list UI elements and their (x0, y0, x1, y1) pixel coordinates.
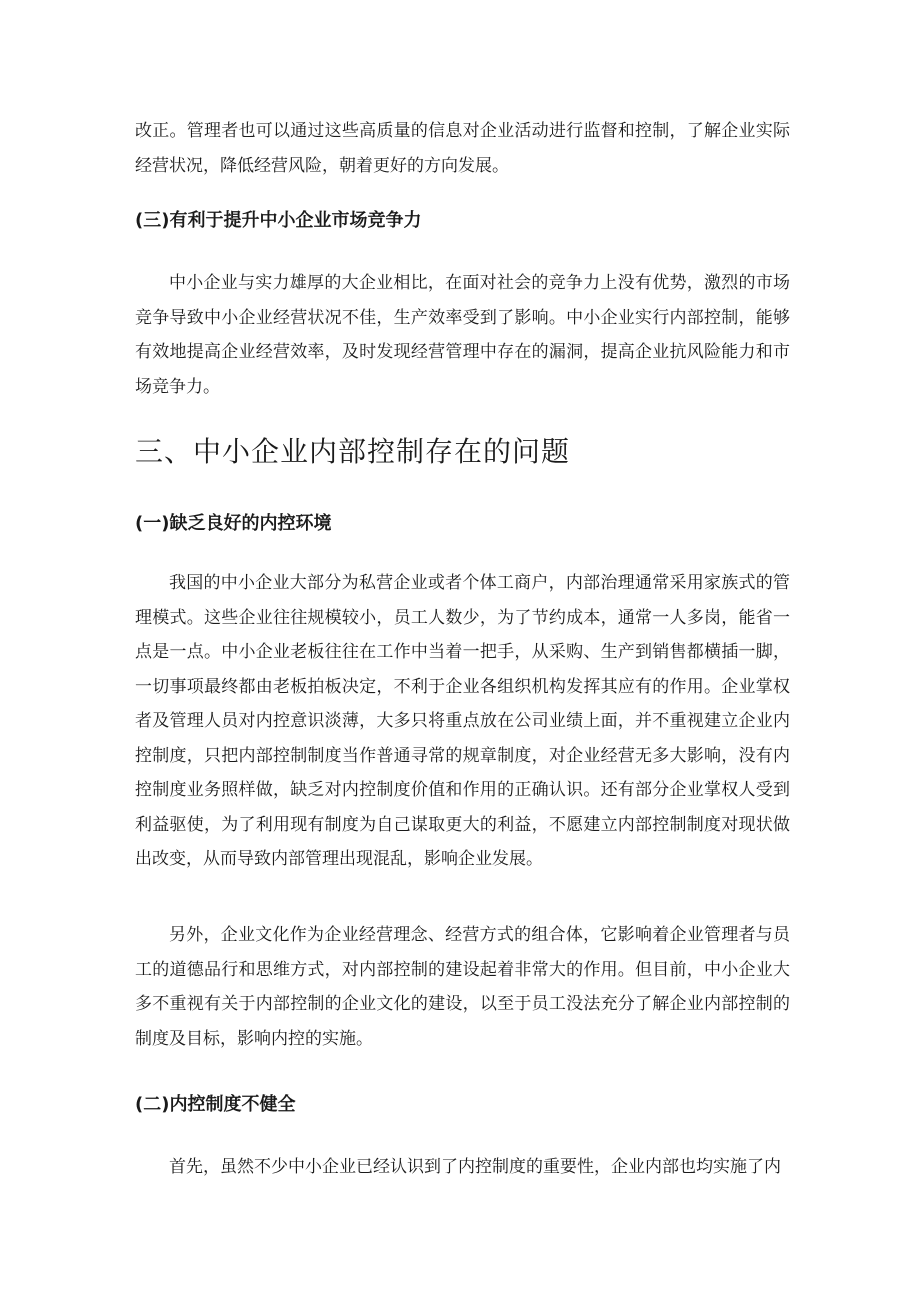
paragraph-1b: 另外，企业文化作为企业经营理念、经营方式的组合体，它影响着企业管理者与员工的道德品行和思维方式，对内部控制的建设起着非常大的作用。但目前，中小企业大多不重视有关于内部控制的企业文化的建设，以至于员工没法充分了解企业内部控制的制度及目标，影响内控的实施。 (135, 925, 790, 1049)
section-title: 三、中小企业内部控制存在的问题 (135, 435, 571, 468)
paragraph-1a: 我国的中小企业大部分为私营企业或者个体工商户，内部治理通常采用家族式的管理模式。这些企业往往规模较小，员工人数少，为了节约成本，通常一人多岗，能省一点是一点。中小企业老板往往在工作中当着一把手，从采购、生产到销售都横插一脚，一切事项最终都由老板拍板决定，不利于企业各组织机构发挥其应有的作用。企业掌权者及管理人员对内控意识淡薄，大多只将重点放在公司业绩上面，并不重视建立企业内控制度，只把内部控制制度当作普通寻常的规章制度，对企业经营无多大影响，没有内控制度业务照样做，缺乏对内控制度价值和作用的正确认识。还有部分企业掌权人受到利益驱使，为了利用现有制度为自己谋取更大的利益，不愿建立内部控制制度对现状做出改变，从而导致内部管理出现混乱，影响企业发展。 (135, 573, 790, 869)
section-title-block (135, 432, 790, 472)
intro-paragraph: 改正。管理者也可以通过这些高质量的信息对企业活动进行监督和控制，了解企业实际经营状况，降低经营风险，朝着更好的方向发展。 (135, 121, 790, 176)
intro-paragraph-block (135, 114, 790, 183)
subheading-2-block (135, 1090, 790, 1120)
subheading-1-block (135, 509, 790, 539)
paragraph-2-block (135, 1150, 790, 1185)
paragraph-3-block (135, 266, 790, 404)
paragraph-3: 中小企业与实力雄厚的大企业相比，在面对社会的竞争力上没有优势，激烈的市场竞争导致中小企业经营状况不佳，生产效率受到了影响。中小企业实行内部控制，能够有效地提高企业经营效率，及时发现经营管理中存在的漏洞，提高企业抗风险能力和市场竞争力。 (135, 273, 790, 397)
paragraph-1a-block (135, 566, 790, 877)
paragraph-1b-block (135, 918, 790, 1056)
subheading-1: (一)缺乏良好的内控环境 (135, 513, 332, 534)
subheading-2: (二)内控制度不健全 (135, 1094, 296, 1115)
subheading-3: (三)有利于提升中小企业市场竞争力 (135, 210, 422, 231)
subheading-3-block (135, 206, 790, 236)
paragraph-2: 首先，虽然不少中小企业已经认识到了内控制度的重要性，企业内部也均实施了内 (169, 1157, 781, 1177)
